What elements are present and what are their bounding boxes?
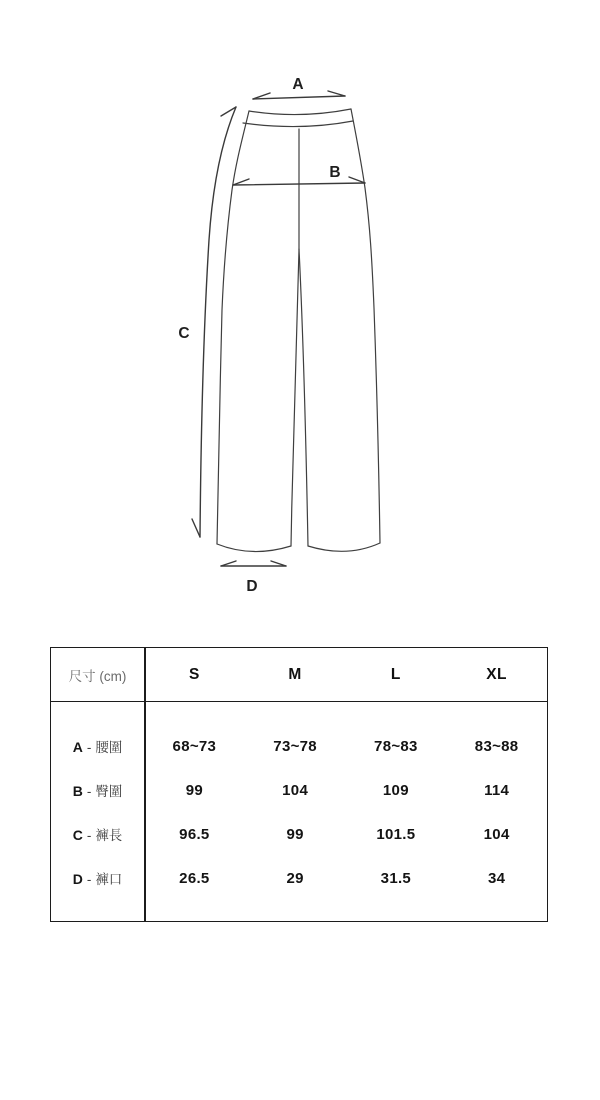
table-row-length [51,812,547,856]
table-column-divider [144,648,146,921]
value-cell: 101.5 [376,825,416,843]
value-cell: 104 [282,781,309,799]
row-separator: - [86,872,92,887]
arrow-b-right-barb [349,177,365,183]
label-d: D [246,578,258,595]
table-row-hip [51,768,547,812]
left-inner-seam [291,249,299,546]
arrow-d-hem [221,561,286,566]
waistband-bottom-line [243,121,353,127]
size-table-body [51,702,547,900]
size-table-header [51,648,547,702]
value-cell: 68~73 [172,737,217,755]
size-header-s: S [188,665,200,683]
table-row-waist [51,724,547,768]
value-cell: 104 [483,825,510,843]
row-letter: D [72,871,83,887]
label-b: B [329,164,341,181]
size-header-xl: XL [486,665,508,683]
row-letter: A [72,739,83,755]
value-cell: 29 [286,869,304,887]
left-outer-seam [217,111,249,544]
value-cell: 31.5 [380,869,412,887]
right-inner-seam [299,249,308,546]
value-cell: 78~83 [374,737,418,755]
value-cell: 109 [382,781,409,799]
value-cell: 99 [286,825,304,843]
row-letter: C [72,827,83,843]
arrow-c-length [192,107,236,537]
value-cell: 73~78 [273,737,317,755]
row-letter: B [72,783,83,799]
right-outer-seam [351,109,380,543]
size-header-l: L [390,665,401,683]
unit-header-cell: 尺寸 (cm) [68,668,127,684]
pants-outline [217,109,380,552]
value-cell: 83~88 [474,737,519,755]
size-table [50,647,548,922]
waistband-top-line [249,109,351,115]
table-row-leg-opening [51,856,547,900]
row-label-hip [51,780,144,800]
arrow-d-right-barb [271,561,286,566]
left-leg-hem [217,544,291,552]
arrow-c-bottom-barb [192,519,200,537]
label-c: C [178,325,190,342]
label-a: A [292,76,304,93]
row-separator: - [86,828,92,843]
row-separator: - [86,784,92,799]
arrow-b-line [233,183,365,185]
arrow-a-right-barb [328,91,345,96]
right-leg-hem [308,543,380,551]
arrow-a-line [253,96,345,99]
row-name: 褲口 [95,872,123,887]
row-label-length [51,824,144,844]
row-name: 腰圍 [95,740,123,755]
size-header-m: M [288,665,302,683]
row-label-waist [51,736,144,756]
row-label-leg-opening [51,868,144,888]
row-name: 臀圍 [95,784,123,799]
row-separator: - [86,740,92,755]
value-cell: 26.5 [179,869,210,887]
value-cell: 34 [487,869,506,887]
value-cell: 96.5 [179,825,210,843]
value-cell: 114 [484,781,510,799]
arrow-d-left-barb [221,561,236,566]
row-name: 褲長 [95,828,123,843]
value-cell: 99 [185,781,204,799]
